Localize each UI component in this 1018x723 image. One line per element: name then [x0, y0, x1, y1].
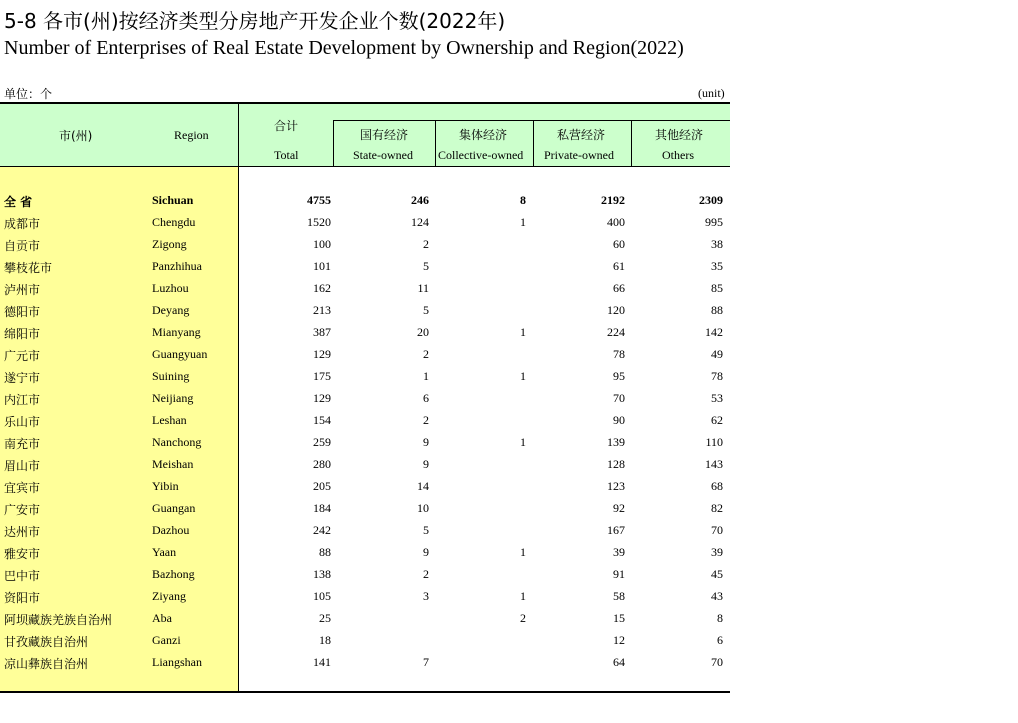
- data-table: [0, 102, 730, 693]
- cell-private: 123: [607, 479, 625, 493]
- cell-total: 175: [313, 369, 331, 383]
- cell-total: 213: [313, 303, 331, 317]
- cell-state: 5: [423, 303, 429, 317]
- cell-private: 39: [613, 545, 625, 559]
- table-row: [0, 453, 730, 475]
- cell-others: 39: [711, 545, 723, 559]
- cell-zh: 宜宾市: [4, 481, 41, 495]
- cell-private: 91: [613, 567, 625, 581]
- cell-state: 9: [423, 457, 429, 471]
- cell-private: 90: [613, 413, 625, 427]
- cell-others: 70: [711, 655, 723, 669]
- header-divider: [435, 120, 436, 166]
- cell-private: 78: [613, 347, 625, 361]
- cell-total: 18: [319, 633, 331, 647]
- cell-others: 43: [711, 589, 723, 603]
- cell-state: 246: [411, 193, 429, 207]
- cell-others: 62: [711, 413, 723, 427]
- page-title-en: Number of Enterprises of Real Estate Development by Ownership and Region(2022): [4, 37, 684, 59]
- cell-others: 70: [711, 523, 723, 537]
- table-row: [0, 497, 730, 519]
- cell-state: 124: [411, 215, 429, 229]
- table-row: [0, 607, 730, 629]
- cell-zh: 阿坝藏族羌族自治州: [4, 613, 113, 627]
- header-divider: [333, 120, 334, 166]
- header-collective-zh: 集体经济: [459, 128, 508, 142]
- cell-collective: 1: [520, 545, 526, 559]
- cell-zh: 南充市: [4, 437, 41, 451]
- cell-others: 6: [717, 633, 723, 647]
- table-row: [0, 475, 730, 497]
- cell-others: 53: [711, 391, 723, 405]
- table-row: [0, 189, 730, 211]
- table-row: [0, 651, 730, 673]
- cell-others: 142: [705, 325, 723, 339]
- cell-state: 2: [423, 567, 429, 581]
- cell-others: 85: [711, 281, 723, 295]
- cell-private: 15: [613, 611, 625, 625]
- cell-state: 7: [423, 655, 429, 669]
- cell-collective: 1: [520, 215, 526, 229]
- header-collective-en: Collective-owned: [438, 148, 524, 162]
- cell-zh: 成都市: [4, 217, 41, 231]
- cell-others: 143: [705, 457, 723, 471]
- cell-state: 20: [417, 325, 429, 339]
- cell-en: Chengdu: [152, 215, 196, 229]
- cell-zh: 眉山市: [4, 459, 41, 473]
- cell-collective: 8: [520, 193, 526, 207]
- cell-total: 88: [319, 545, 331, 559]
- cell-private: 400: [607, 215, 625, 229]
- cell-private: 95: [613, 369, 625, 383]
- cell-state: 5: [423, 259, 429, 273]
- cell-en: Panzhihua: [152, 259, 202, 273]
- header-city-zh: 市(州): [59, 129, 93, 143]
- cell-total: 100: [313, 237, 331, 251]
- cell-en: Yibin: [152, 479, 179, 493]
- cell-others: 2309: [699, 193, 723, 207]
- cell-private: 64: [613, 655, 625, 669]
- cell-state: 2: [423, 347, 429, 361]
- cell-en: Ganzi: [152, 633, 181, 647]
- cell-en: Nanchong: [152, 435, 202, 449]
- cell-collective: 1: [520, 589, 526, 603]
- header-region-en: Region: [174, 128, 209, 142]
- table-row: [0, 431, 730, 453]
- cell-others: 45: [711, 567, 723, 581]
- cell-others: 82: [711, 501, 723, 515]
- cell-en: Leshan: [152, 413, 187, 427]
- cell-zh: 广安市: [4, 503, 41, 517]
- table-row: [0, 519, 730, 541]
- unit-label-zh: 单位：个: [4, 87, 53, 101]
- cell-private: 58: [613, 589, 625, 603]
- cell-others: 38: [711, 237, 723, 251]
- header-others-en: Others: [662, 148, 694, 162]
- cell-state: 2: [423, 237, 429, 251]
- table-row: [0, 563, 730, 585]
- cell-state: 9: [423, 435, 429, 449]
- table-row: [0, 211, 730, 233]
- header-divider: [631, 120, 632, 166]
- cell-total: 387: [313, 325, 331, 339]
- cell-others: 995: [705, 215, 723, 229]
- cell-private: 224: [607, 325, 625, 339]
- table-row: [0, 299, 730, 321]
- table-row: [0, 255, 730, 277]
- cell-zh: 自贡市: [4, 239, 41, 253]
- header-divider: [533, 120, 534, 166]
- cell-total: 141: [313, 655, 331, 669]
- table-row: [0, 629, 730, 651]
- cell-en: Zigong: [152, 237, 187, 251]
- table-row: [0, 233, 730, 255]
- header-state-zh: 国有经济: [360, 128, 409, 142]
- cell-zh: 资阳市: [4, 591, 41, 605]
- cell-total: 138: [313, 567, 331, 581]
- cell-en: Suining: [152, 369, 190, 383]
- cell-zh: 遂宁市: [4, 371, 41, 385]
- cell-state: 14: [417, 479, 429, 493]
- cell-total: 101: [313, 259, 331, 273]
- cell-total: 259: [313, 435, 331, 449]
- cell-en: Sichuan: [152, 193, 194, 207]
- cell-collective: 1: [520, 369, 526, 383]
- cell-state: 1: [423, 369, 429, 383]
- cell-en: Mianyang: [152, 325, 201, 339]
- table-row: [0, 343, 730, 365]
- cell-state: 3: [423, 589, 429, 603]
- cell-total: 25: [319, 611, 331, 625]
- table-row: [0, 321, 730, 343]
- table-row: [0, 365, 730, 387]
- cell-zh: 达州市: [4, 525, 41, 539]
- cell-collective: 1: [520, 435, 526, 449]
- cell-zh: 乐山市: [4, 415, 41, 429]
- cell-total: 162: [313, 281, 331, 295]
- cell-zh: 巴中市: [4, 569, 41, 583]
- cell-total: 280: [313, 457, 331, 471]
- cell-zh: 凉山彝族自治州: [4, 657, 89, 671]
- cell-state: 5: [423, 523, 429, 537]
- cell-total: 154: [313, 413, 331, 427]
- cell-zh: 绵阳市: [4, 327, 41, 341]
- cell-private: 66: [613, 281, 625, 295]
- cell-en: Guangyuan: [152, 347, 208, 361]
- cell-collective: 2: [520, 611, 526, 625]
- cell-total: 184: [313, 501, 331, 515]
- cell-private: 12: [613, 633, 625, 647]
- cell-total: 105: [313, 589, 331, 603]
- cell-total: 242: [313, 523, 331, 537]
- cell-zh: 全 省: [4, 195, 33, 209]
- cell-en: Aba: [152, 611, 172, 625]
- cell-private: 128: [607, 457, 625, 471]
- cell-en: Ziyang: [152, 589, 186, 603]
- header-private-zh: 私营经济: [557, 128, 606, 142]
- cell-en: Neijiang: [152, 391, 194, 405]
- cell-private: 120: [607, 303, 625, 317]
- cell-en: Meishan: [152, 457, 194, 471]
- header-private-en: Private-owned: [544, 148, 614, 162]
- subheader-rule: [333, 120, 730, 121]
- cell-private: 139: [607, 435, 625, 449]
- cell-private: 92: [613, 501, 625, 515]
- cell-zh: 雅安市: [4, 547, 41, 561]
- table-row: [0, 277, 730, 299]
- cell-others: 8: [717, 611, 723, 625]
- cell-others: 110: [705, 435, 723, 449]
- cell-state: 2: [423, 413, 429, 427]
- cell-others: 49: [711, 347, 723, 361]
- cell-en: Bazhong: [152, 567, 195, 581]
- table-row: [0, 585, 730, 607]
- table-row: [0, 409, 730, 431]
- cell-en: Luzhou: [152, 281, 189, 295]
- cell-zh: 泸州市: [4, 283, 41, 297]
- table-row: [0, 541, 730, 563]
- cell-private: 2192: [601, 193, 625, 207]
- cell-total: 1520: [307, 215, 331, 229]
- cell-private: 70: [613, 391, 625, 405]
- cell-state: 11: [417, 281, 429, 295]
- cell-others: 35: [711, 259, 723, 273]
- cell-collective: 1: [520, 325, 526, 339]
- cell-en: Yaan: [152, 545, 177, 559]
- cell-total: 129: [313, 347, 331, 361]
- cell-zh: 德阳市: [4, 305, 41, 319]
- cell-zh: 广元市: [4, 349, 41, 363]
- cell-others: 78: [711, 369, 723, 383]
- cell-state: 10: [417, 501, 429, 515]
- cell-en: Liangshan: [152, 655, 202, 669]
- cell-zh: 攀枝花市: [4, 261, 53, 275]
- page-title-zh: 5-8 各市(州)按经济类型分房地产开发企业个数(2022年): [4, 9, 506, 33]
- cell-zh: 内江市: [4, 393, 41, 407]
- cell-total: 205: [313, 479, 331, 493]
- cell-zh: 甘孜藏族自治州: [4, 635, 89, 649]
- cell-others: 68: [711, 479, 723, 493]
- cell-total: 4755: [307, 193, 331, 207]
- cell-private: 167: [607, 523, 625, 537]
- unit-label-en: (unit): [698, 86, 725, 100]
- cell-state: 9: [423, 545, 429, 559]
- cell-private: 60: [613, 237, 625, 251]
- cell-en: Deyang: [152, 303, 190, 317]
- header-others-zh: 其他经济: [655, 128, 704, 142]
- table-row: [0, 387, 730, 409]
- header-state-en: State-owned: [353, 148, 413, 162]
- header-total-en: Total: [274, 148, 299, 162]
- cell-others: 88: [711, 303, 723, 317]
- cell-total: 129: [313, 391, 331, 405]
- cell-en: Dazhou: [152, 523, 190, 537]
- cell-en: Guangan: [152, 501, 196, 515]
- cell-private: 61: [613, 259, 625, 273]
- header-total-zh: 合计: [274, 119, 299, 133]
- cell-state: 6: [423, 391, 429, 405]
